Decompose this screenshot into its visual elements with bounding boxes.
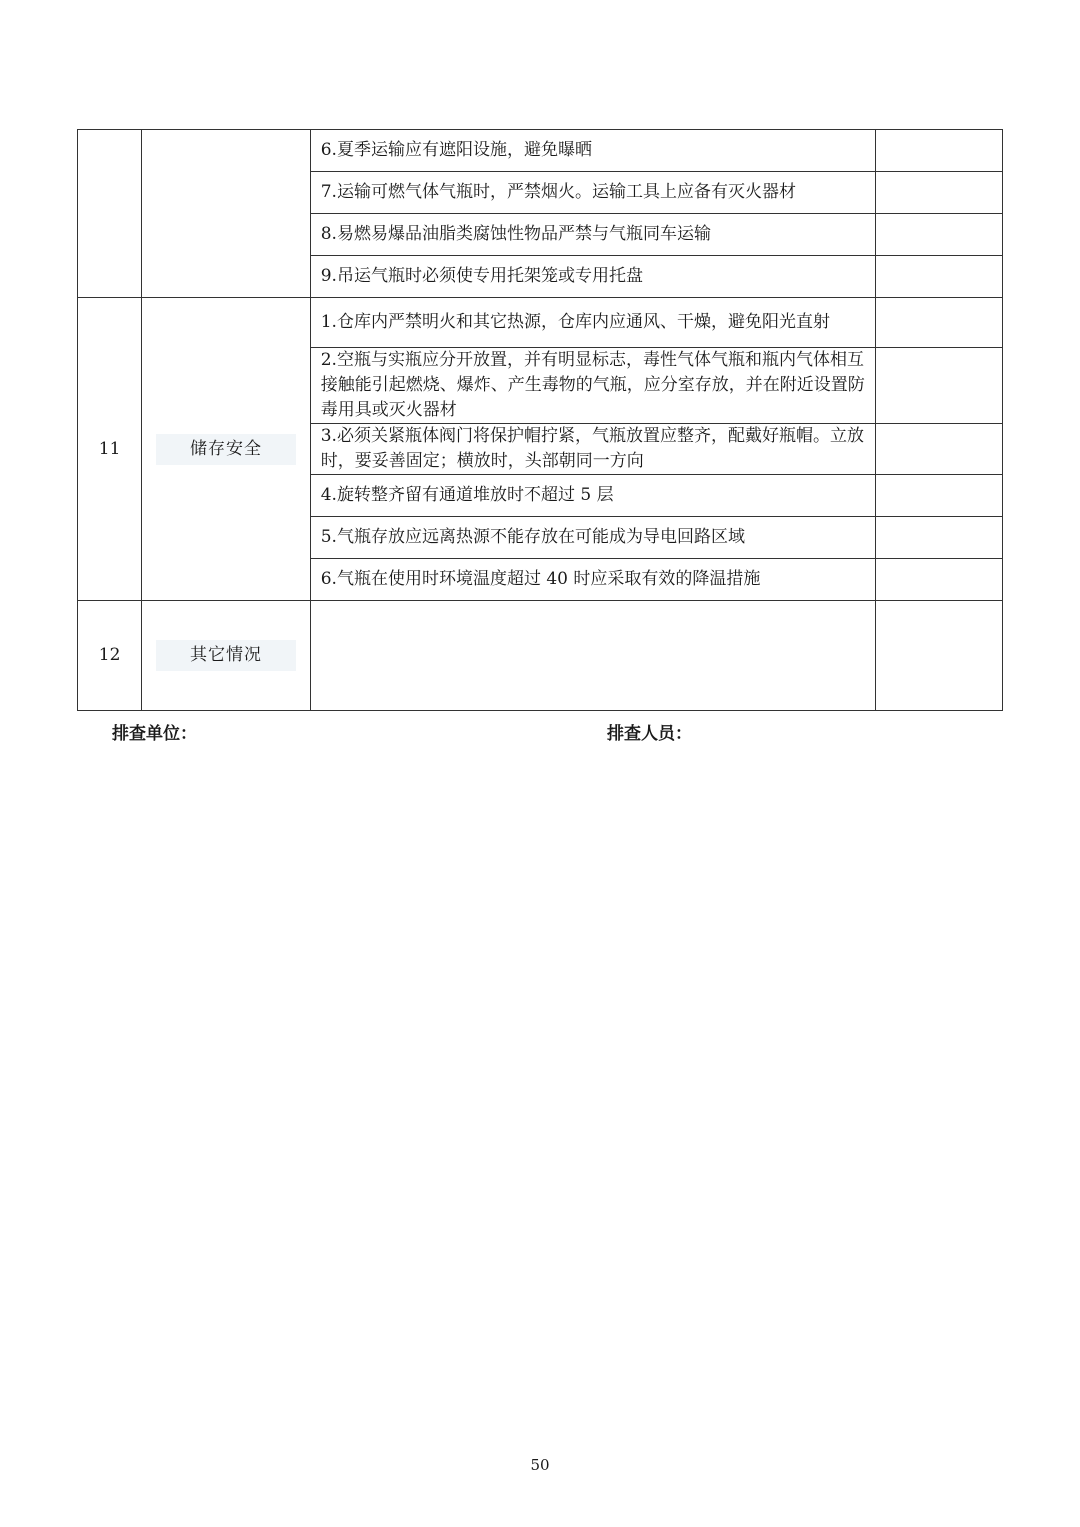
check-item: 9.吊运气瓶时必须使专用托架笼或专用托盘 [310, 256, 875, 298]
result-cell[interactable] [875, 214, 1002, 256]
section-number: 12 [78, 601, 142, 711]
table-row [78, 298, 1003, 348]
check-item: 7.运输可燃气体气瓶时，严禁烟火。运输工具上应备有灭火器材 [310, 172, 875, 214]
check-item: 6.气瓶在使用时环境温度超过 40 时应采取有效的降温措施 [310, 559, 875, 601]
result-cell[interactable] [875, 256, 1002, 298]
result-cell[interactable] [875, 298, 1002, 348]
inspection-unit-label: 排查单位： [112, 724, 197, 744]
check-item: 8.易燃易爆品油脂类腐蚀性物品严禁与气瓶同车运输 [310, 214, 875, 256]
continued-category-cell [142, 130, 311, 298]
result-cell[interactable] [875, 130, 1002, 172]
check-item: 4.旋转整齐留有通道堆放时不超过 5 层 [310, 475, 875, 517]
result-cell[interactable] [875, 517, 1002, 559]
section-number: 11 [78, 298, 142, 601]
category-label: 储存安全 [156, 434, 296, 465]
result-cell[interactable] [875, 348, 1002, 424]
page-number: 50 [530, 1456, 550, 1474]
result-cell[interactable] [875, 559, 1002, 601]
inspector-label: 排查人员： [607, 724, 692, 744]
check-item: 2.空瓶与实瓶应分开放置，并有明显标志，毒性气体气瓶和瓶内气体相互接触能引起燃烧、爆炸、产生毒物的气瓶，应分室存放，并在附近设置防毒用具或灭火器材 [310, 348, 875, 424]
result-cell[interactable] [875, 601, 1002, 711]
check-item: 3.必须关紧瓶体阀门将保护帽拧紧，气瓶放置应整齐，配戴好瓶帽。立放时，要妥善固定；横放时，头部朝同一方向 [310, 424, 875, 475]
check-item-empty[interactable] [310, 601, 875, 711]
table-row [78, 130, 1003, 172]
section-category [142, 298, 311, 601]
inspection-table [77, 129, 1003, 711]
category-label: 其它情况 [156, 640, 296, 671]
check-item: 5.气瓶存放应远离热源不能存放在可能成为导电回路区域 [310, 517, 875, 559]
result-cell[interactable] [875, 172, 1002, 214]
table-row [78, 601, 1003, 711]
result-cell[interactable] [875, 424, 1002, 475]
continued-no-cell [78, 130, 142, 298]
result-cell[interactable] [875, 475, 1002, 517]
check-item: 6.夏季运输应有遮阳设施，避免曝晒 [310, 130, 875, 172]
section-category [142, 601, 311, 711]
check-item: 1.仓库内严禁明火和其它热源，仓库内应通风、干燥，避免阳光直射 [310, 298, 875, 348]
